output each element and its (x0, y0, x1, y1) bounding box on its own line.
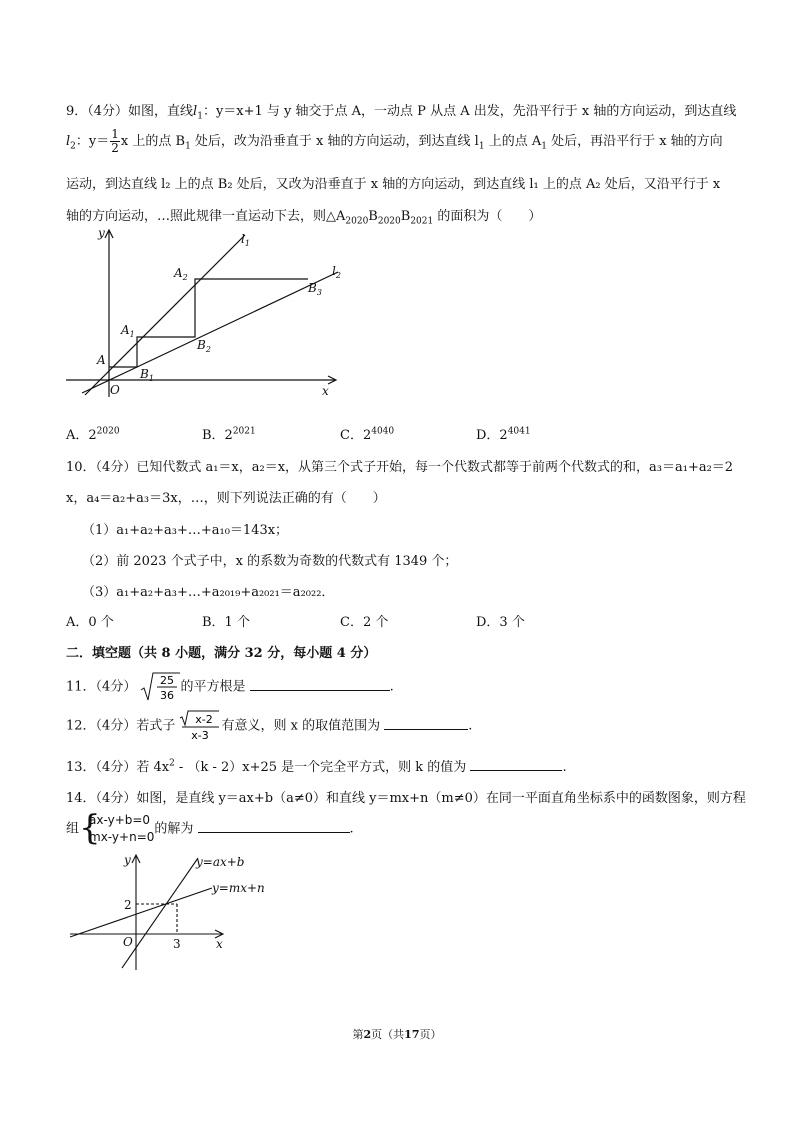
q14-line2: 组 { ax-y+b=0 mx-y+n=0 的解为 . (66, 808, 354, 848)
q10-item1: （1）a₁+a₂+a₃+…+a₁₀＝143x； (82, 523, 289, 538)
q11: 11．（4分） 25 36 的平方根是 . (66, 674, 394, 702)
q10-choice-a: A．0 个 (66, 615, 114, 630)
q10-choice-b: B．1 个 (202, 615, 250, 630)
line-ax-b (122, 858, 198, 968)
q9-line4: 轴的方向运动，…照此规律一直运动下去，则$\triangle A_{2020}B_{2020}B_{2021}$ 的面积为（ ） (66, 209, 542, 227)
label-y: y (124, 853, 131, 867)
label-o: O (123, 935, 133, 949)
q9-line3: 运动，到达直线 l₂ 上的点 B₂ 处后，又改为沿垂直于 x 轴的方向运动，到达直线 l₁ 上的点 A₂ 处后，又沿平行于 x (66, 177, 721, 192)
brace-icon: { (79, 808, 101, 848)
svg-text:x-2: x-2 (195, 713, 214, 726)
label-line-b: y=mx+n (212, 881, 265, 895)
q10-line2: x，a₄＝a₂+a₃＝3x，…，则下列说法正确的有（ ） (66, 491, 386, 506)
label-y: y (98, 226, 105, 240)
label-a2: $A_2$ (174, 266, 188, 282)
q9-choice-b: B．$2^{2021}$ (202, 426, 256, 443)
label-a: A (97, 353, 106, 367)
q10-choice-c: C．2 个 (340, 615, 389, 630)
q9-line1: 9．（4分）如图，直线$l_1$：y＝x+1 与 y 轴交于点 A，一动点 P 从点 A 出发，先沿平行于 x 轴的方向运动，到达直线 (66, 104, 737, 122)
q10-line1: 10．（4分）已知代数式 a₁＝x，a₂＝x，从第三个式子开始，每一个代数式都等于前两个代数式的和，a₃＝a₁+a₂＝2 (66, 460, 734, 475)
equation-system: { ax-y+b=0 mx-y+n=0 (79, 808, 155, 848)
label-b3: $B_3$ (308, 281, 322, 297)
label-x: x (322, 384, 329, 398)
q13-answer-blank[interactable] (470, 758, 562, 771)
q10-item3: （3）a₁+a₂+a₃+…+a₂₀₁₉+a₂₀₂₁＝a₂₀₂₂． (82, 585, 335, 600)
q10-choice-d: D．3 个 (476, 615, 525, 630)
q9-figure (60, 225, 360, 405)
q13: 13．（4分）若 $4x^2 - (k - 2)x+25$ 是一个完全平方式，则 k 的值为 . (66, 758, 567, 775)
label-a1: $A_1$ (121, 323, 135, 339)
label-3: 3 (173, 937, 181, 951)
q9-choice-c: C．$2^{4040}$ (340, 426, 395, 443)
q14-line1: 14．（4分）如图，是直线 y＝ax+b（a≠0）和直线 y＝mx+n（m≠0）在同一平面直角坐标系中的函数图象，则方程 (66, 791, 746, 806)
q14-figure (62, 848, 292, 976)
svg-text:36: 36 (160, 689, 175, 702)
sqrt-25-36 (140, 672, 180, 702)
q9-choice-a: A．$2^{2020}$ (66, 426, 120, 443)
svg-text:x-3: x-3 (191, 729, 210, 742)
section-title: 二．填空题（共 8 小题，满分 32 分，每小题 4 分） (66, 646, 377, 661)
label-b1: $B_1$ (140, 367, 154, 383)
q9-line2: $l_2$：y＝ $\frac{1}{2}$ x 上的点 $B_1$ 处后，改为沿垂直于 x 轴的方向运动，到达直线 $l_1$ 上的点 $A_1$ 处后，再沿平行于 x 轴的方向 (66, 127, 723, 155)
svg-text:25: 25 (160, 674, 175, 687)
label-line-a: y=ax+b (196, 855, 245, 869)
q12: 12．（4分）若式子 x-2 x-3 有意义，则 x 的取值范围为 . (66, 710, 472, 742)
q12-answer-blank[interactable] (384, 717, 468, 730)
page-footer: 第2页（共17页） (352, 1028, 442, 1041)
q11-answer-blank[interactable] (250, 678, 390, 691)
label-2: 2 (124, 898, 132, 912)
label-b2: $B_2$ (197, 338, 211, 354)
label-o: O (110, 383, 120, 397)
label-l2: $l_2$ (332, 264, 341, 280)
label-l1: $l_1$ (241, 232, 250, 248)
fraction-sqrt (179, 710, 221, 742)
line-mx-n (70, 888, 212, 937)
q14-answer-blank[interactable] (198, 820, 350, 833)
q10-item2: （2）前 2023 个式子中，x 的系数为奇数的代数式有 1349 个； (82, 554, 458, 569)
label-x: x (216, 937, 223, 951)
fraction-half: $\frac{1}{2}$ (111, 127, 119, 155)
q9-choice-d: D．$2^{4041}$ (476, 426, 531, 443)
